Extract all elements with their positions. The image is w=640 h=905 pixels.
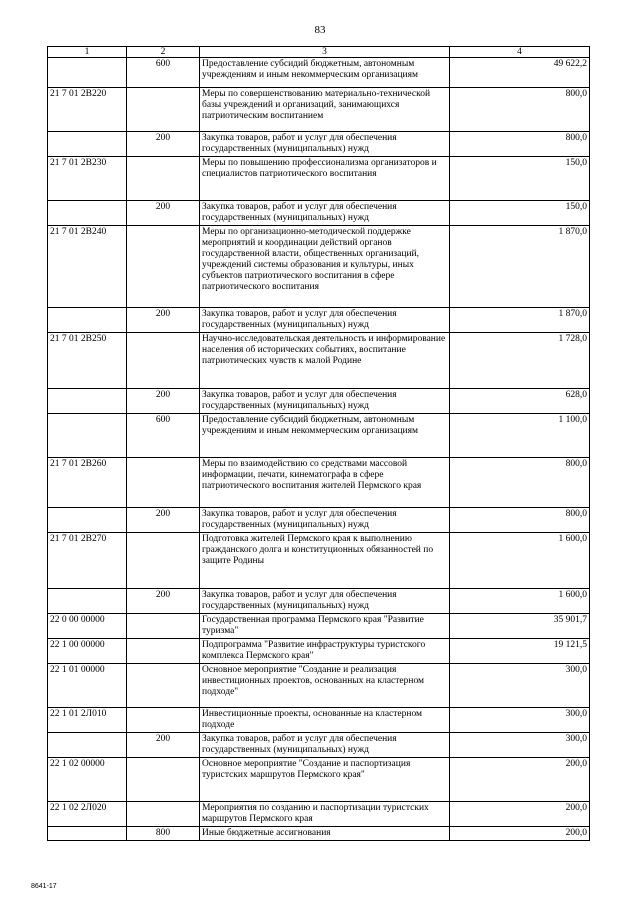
row-description-cell: Закупка товаров, работ и услуг для обеспечения государственных (муниципальных) нужд (200, 733, 450, 758)
table-row (48, 333, 590, 389)
table-row (48, 639, 590, 664)
row-kvr-cell (127, 226, 200, 308)
row-amount-cell: 1 870,0 (450, 226, 590, 308)
row-code-cell: 21 7 01 2В220 (48, 88, 127, 132)
row-kvr-cell (127, 802, 200, 827)
row-code-cell (48, 308, 127, 333)
table-row (48, 614, 590, 639)
row-kvr-cell (127, 333, 200, 389)
row-description-cell: Закупка товаров, работ и услуг для обеспечения государственных (муниципальных) нужд (200, 201, 450, 226)
row-kvr-cell: 200 (127, 589, 200, 614)
table-row (48, 458, 590, 508)
row-amount-cell: 49 622,2 (450, 58, 590, 88)
table-row (48, 132, 590, 157)
table-row (48, 88, 590, 132)
row-kvr-cell (127, 88, 200, 132)
row-kvr-cell (127, 157, 200, 201)
row-kvr-cell: 200 (127, 389, 200, 414)
row-amount-cell: 35 901,7 (450, 614, 590, 639)
table-body (48, 58, 590, 841)
table-row (48, 508, 590, 533)
row-amount-cell: 1 870,0 (450, 308, 590, 333)
row-amount-cell: 150,0 (450, 201, 590, 226)
row-code-cell: 22 1 00 00000 (48, 639, 127, 664)
row-description-cell: Закупка товаров, работ и услуг для обеспечения государственных (муниципальных) нужд (200, 508, 450, 533)
table-row (48, 664, 590, 708)
row-amount-cell: 1 728,0 (450, 333, 590, 389)
table-row (48, 533, 590, 589)
row-amount-cell: 800,0 (450, 132, 590, 157)
row-amount-cell: 800,0 (450, 508, 590, 533)
row-kvr-cell (127, 664, 200, 708)
row-description-cell: Иные бюджетные ассигнования (200, 827, 450, 841)
table-row (48, 589, 590, 614)
row-kvr-cell: 200 (127, 733, 200, 758)
row-description-cell: Меры по повышению профессионализма организаторов и специалистов патриотического воспитания (200, 157, 450, 201)
row-kvr-cell: 200 (127, 132, 200, 157)
row-kvr-cell: 200 (127, 201, 200, 226)
row-code-cell (48, 132, 127, 157)
row-code-cell: 21 7 01 2В260 (48, 458, 127, 508)
row-kvr-cell: 200 (127, 508, 200, 533)
row-code-cell: 22 1 02 00000 (48, 758, 127, 802)
row-description-cell: Подготовка жителей Пермского края к выполнению гражданского долга и конституционных обязанностей по защите Родины (200, 533, 450, 589)
table-row (48, 58, 590, 88)
row-code-cell: 21 7 01 2В270 (48, 533, 127, 589)
row-code-cell (48, 201, 127, 226)
table-row (48, 226, 590, 308)
row-code-cell (48, 589, 127, 614)
row-code-cell (48, 508, 127, 533)
row-description-cell: Основное мероприятие "Создание и реализация инвестиционных проектов, основанных на кластерном подходе" (200, 664, 450, 708)
row-description-cell: Подпрограмма "Развитие инфраструктуры туристского комплекса Пермского края" (200, 639, 450, 664)
row-code-cell: 21 7 01 2В240 (48, 226, 127, 308)
row-description-cell: Закупка товаров, работ и услуг для обеспечения государственных (муниципальных) нужд (200, 389, 450, 414)
row-amount-cell: 19 121,5 (450, 639, 590, 664)
row-kvr-cell (127, 708, 200, 733)
row-description-cell: Основное мероприятие "Создание и паспортизация туристских маршрутов Пермского края" (200, 758, 450, 802)
row-description-cell: Инвестиционные проекты, основанные на кластерном подходе (200, 708, 450, 733)
footer-code: 8641-17 (31, 883, 57, 890)
row-description-cell: Предоставление субсидий бюджетным, автономным учреждениям и иным некоммерческим организациям (200, 414, 450, 458)
row-kvr-cell (127, 639, 200, 664)
row-amount-cell: 800,0 (450, 88, 590, 132)
row-kvr-cell (127, 614, 200, 639)
row-description-cell: Закупка товаров, работ и услуг для обеспечения государственных (муниципальных) нужд (200, 132, 450, 157)
row-code-cell (48, 58, 127, 88)
row-description-cell: Меры по взаимодействию со средствами массовой информации, печати, кинематографа в сфере патриотического воспитания жителей Пермского края (200, 458, 450, 508)
column-header-4: 4 (450, 47, 590, 58)
row-kvr-cell: 200 (127, 308, 200, 333)
table-row (48, 414, 590, 458)
table-row (48, 157, 590, 201)
row-amount-cell: 150,0 (450, 157, 590, 201)
row-kvr-cell (127, 758, 200, 802)
table-header-row (48, 47, 590, 58)
row-description-cell: Меры по организационно-методической поддержке мероприятий и координации действий органов государственной власти, общественных организаций, учреждений системы образования и культуры, иных субъектов патриотического воспитания в сфере патриотического воспитания (200, 226, 450, 308)
row-description-cell: Государственная программа Пермского края "Развитие туризма" (200, 614, 450, 639)
row-code-cell (48, 827, 127, 841)
table-row (48, 201, 590, 226)
row-amount-cell: 300,0 (450, 733, 590, 758)
table-row (48, 733, 590, 758)
column-header-2: 2 (127, 47, 200, 58)
row-amount-cell: 200,0 (450, 758, 590, 802)
row-code-cell: 21 7 01 2В230 (48, 157, 127, 201)
page-number: 83 (314, 24, 326, 36)
table-row (48, 827, 590, 841)
row-description-cell: Закупка товаров, работ и услуг для обеспечения государственных (муниципальных) нужд (200, 308, 450, 333)
row-amount-cell: 300,0 (450, 708, 590, 733)
row-description-cell: Мероприятия по созданию и паспортизации туристских маршрутов Пермского края (200, 802, 450, 827)
row-kvr-cell: 600 (127, 414, 200, 458)
row-code-cell: 22 0 00 00000 (48, 614, 127, 639)
column-header-3: 3 (200, 47, 450, 58)
row-code-cell (48, 389, 127, 414)
row-code-cell: 22 1 01 00000 (48, 664, 127, 708)
table-row (48, 802, 590, 827)
table-row (48, 708, 590, 733)
row-amount-cell: 1 100,0 (450, 414, 590, 458)
table-row (48, 389, 590, 414)
row-kvr-cell: 800 (127, 827, 200, 841)
row-kvr-cell (127, 533, 200, 589)
row-amount-cell: 1 600,0 (450, 589, 590, 614)
row-description-cell: Предоставление субсидий бюджетным, автономным учреждениям и иным некоммерческим организациям (200, 58, 450, 88)
row-description-cell: Меры по совершенствованию материально-технической базы учреждений и организаций, занимающихся патриотическим воспитанием (200, 88, 450, 132)
row-amount-cell: 1 600,0 (450, 533, 590, 589)
budget-table (47, 46, 590, 841)
row-code-cell (48, 733, 127, 758)
row-description-cell: Закупка товаров, работ и услуг для обеспечения государственных (муниципальных) нужд (200, 589, 450, 614)
row-kvr-cell: 600 (127, 58, 200, 88)
row-description-cell: Научно-исследовательская деятельность и информирование населения об исторических событиях, воспитание патриотических чувств к малой Родине (200, 333, 450, 389)
row-kvr-cell (127, 458, 200, 508)
row-amount-cell: 628,0 (450, 389, 590, 414)
row-amount-cell: 800,0 (450, 458, 590, 508)
table-row (48, 308, 590, 333)
row-code-cell: 21 7 01 2В250 (48, 333, 127, 389)
row-amount-cell: 300,0 (450, 664, 590, 708)
row-code-cell: 22 1 01 2Л010 (48, 708, 127, 733)
row-code-cell (48, 414, 127, 458)
row-amount-cell: 200,0 (450, 802, 590, 827)
row-code-cell: 22 1 02 2Л020 (48, 802, 127, 827)
row-amount-cell: 200,0 (450, 827, 590, 841)
table-row (48, 758, 590, 802)
column-header-1: 1 (48, 47, 127, 58)
